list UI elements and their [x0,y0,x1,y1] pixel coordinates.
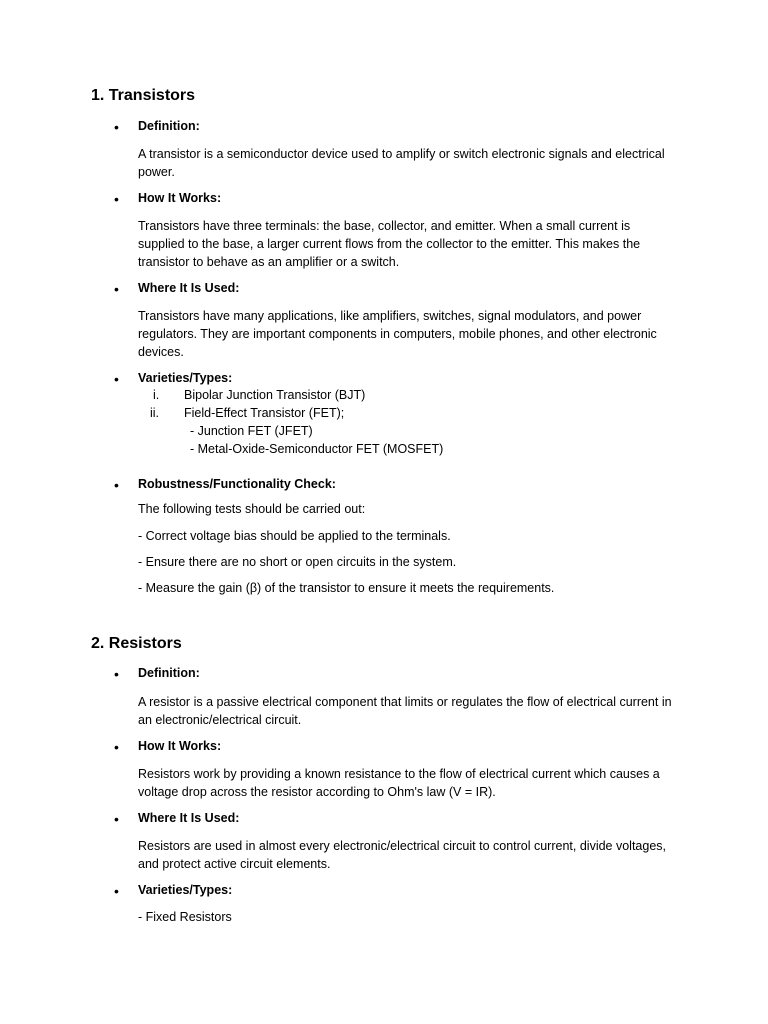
bullet: • [114,811,119,827]
where-used-text: Resistors are used in almost every electronic/electrical circuit to control current, divide voltages, and protect active circuit elements. [138,839,666,871]
bullet: • [114,371,119,387]
bullet: • [114,666,119,682]
bullet: • [114,883,119,899]
how-it-works-text: Resistors work by providing a known resistance to the flow of electrical current which causes a voltage drop across the resistor according to Ohm's law (V = IR). [138,767,660,799]
definition-text: A resistor is a passive electrical component that limits or regulates the flow of electrical current in an electronic/electrical circuit. [138,695,672,727]
robustness-check-label: Robustness/Functionality Check: [138,477,336,491]
how-it-works-text: Transistors have three terminals: the base, collector, and emitter. When a small current is supplied to the base, a larger current flows from the collector to the emitter. This makes the transistor to behave as an amplifier or a switch. [138,219,641,269]
definition-text: A transistor is a semiconductor device used to amplify or switch electronic signals and electrical power. [138,147,665,179]
bullet: • [114,191,119,207]
bullet: • [114,477,119,493]
how-it-works-label: How It Works: [138,739,222,753]
varieties-label: Varieties/Types: [138,371,233,385]
variety-number: i. [153,388,160,402]
where-used-label: Where It Is Used: [138,811,240,825]
where-used-label: Where It Is Used: [138,281,240,295]
bullet: • [114,281,119,297]
fet-subtype: - Junction FET (JFET) [190,424,313,438]
variety-item: - Fixed Resistors [138,910,232,924]
bullet: • [114,739,119,755]
definition-label: Definition: [138,666,200,680]
section-heading-resistors: 2. Resistors [91,635,182,652]
check-item: - Measure the gain (β) of the transistor to ensure it meets the requirements. [138,581,555,595]
variety-item: Field-Effect Transistor (FET); [184,406,345,420]
how-it-works-label: How It Works: [138,191,222,205]
varieties-label: Varieties/Types: [138,883,233,897]
variety-number: ii. [150,406,160,420]
where-used-text: Transistors have many applications, like amplifiers, switches, signal modulators, and power regulators. They are important components in computers, mobile phones, and other electronic devices. [138,309,657,359]
check-item: - Correct voltage bias should be applied to the terminals. [138,529,451,543]
bullet: • [114,119,119,135]
definition-label: Definition: [138,119,200,133]
variety-item: Bipolar Junction Transistor (BJT) [184,388,366,402]
fet-subtype: - Metal-Oxide-Semiconductor FET (MOSFET) [190,442,444,456]
check-item: - Ensure there are no short or open circuits in the system. [138,555,457,569]
section-heading-transistors: 1. Transistors [91,87,196,104]
check-intro: The following tests should be carried out: [138,502,366,516]
